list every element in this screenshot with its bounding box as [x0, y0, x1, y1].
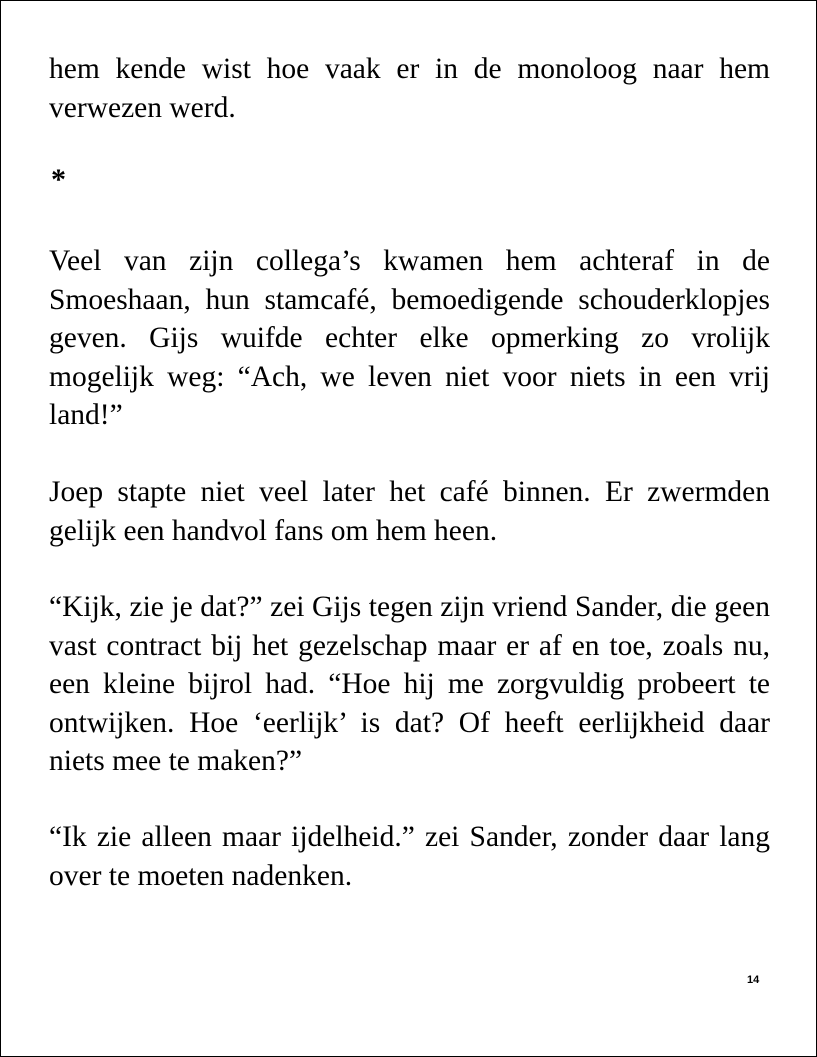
paragraph-sander-reply: “Ik zie alleen maar ijdelheid.” zei Sander, zonder daar lang over te moeten nadenken. [49, 821, 770, 892]
section-break-asterisk: * [51, 163, 66, 196]
paragraph-gijs-sander: “Kijk, zie je dat?” zei Gijs tegen zijn vriend Sander, die geen vast contract bij het gezelschap maar er af en toe, zoals nu, een kleine bijrol had. “Hoe hij me zorgvuldig probeert te ontwijken. Hoe ‘eerlijk’ is dat? Of heeft eerlijkheid daar niets mee te maken?” [49, 591, 770, 777]
paragraph-colleagues: Veel van zijn collega’s kwamen hem achteraf in de Smoeshaan, hun stamcafé, bemoedigende schouderklopjes geven. Gijs wuifde echter elke opmerking zo vrolijk mogelijk weg: “Ach, we leven niet voor niets in een vrij land!” [49, 245, 770, 431]
paragraph-continuation: hem kende wist hoe vaak er in de monoloog naar hem verwezen werd. [49, 53, 770, 124]
page-number: 14 [747, 974, 760, 986]
paragraph-joep: Joep stapte niet veel later het café binnen. Er zwermden gelijk een handvol fans om hem heen. [49, 476, 770, 547]
